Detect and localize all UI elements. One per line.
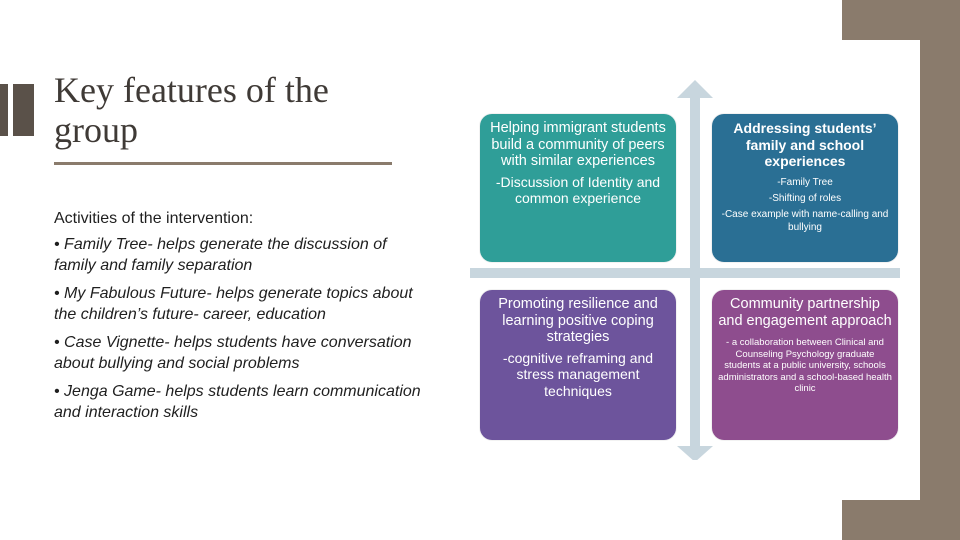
quadrant-family-school	[712, 114, 898, 262]
quadrant-resilience	[480, 290, 676, 440]
quadrant-peer-community	[480, 114, 676, 262]
quadrant-detail: -cognitive reframing and stress management techniques	[502, 349, 654, 399]
horizontal-axis	[470, 268, 900, 278]
activities-text	[54, 208, 424, 430]
detail-line: -Family Tree	[777, 176, 833, 188]
activity-item: • My Fabulous Future- helps generate topics about the children’s future- career, education	[54, 285, 413, 323]
arrow-up-icon	[677, 80, 713, 98]
title-underline	[54, 162, 392, 165]
accent-bar-wide	[13, 84, 34, 136]
quadrant-title: Helping immigrant students build a community of peers with similar experiences	[490, 120, 666, 169]
accent-bar	[0, 84, 8, 136]
quadrant-title: Community partnership and engagement approach	[718, 296, 892, 329]
detail-line: -Shifting of roles	[768, 192, 842, 204]
quadrant-title: Promoting resilience and learning positive coping strategies	[498, 296, 658, 345]
quadrant-detail: - a collaboration between Clinical and Counseling Psychology graduate students at a public university, schools administrators and a school-based health clinic	[718, 337, 892, 394]
detail-line: -Case example with name-calling and bullying	[721, 208, 889, 233]
activity-item: • Family Tree- helps generate the discussion of family and family separation	[54, 236, 387, 274]
arrow-down-icon	[677, 446, 713, 460]
activities-heading: Activities of the intervention:	[54, 210, 254, 227]
activity-item: • Case Vignette- helps students have conversation about bullying and social problems	[54, 334, 412, 372]
quadrant-detail: -Discussion of Identity and common experience	[495, 173, 661, 206]
quadrant-community-partnership	[712, 290, 898, 440]
activity-item: • Jenga Game- helps students learn communication and interaction skills	[54, 383, 421, 421]
quadrant-detail	[718, 176, 892, 234]
quadrant-title: Addressing students’ family and school experiences	[733, 120, 877, 169]
quadrant-diagram	[470, 80, 900, 460]
slide-title: Key features of the group	[54, 70, 329, 150]
